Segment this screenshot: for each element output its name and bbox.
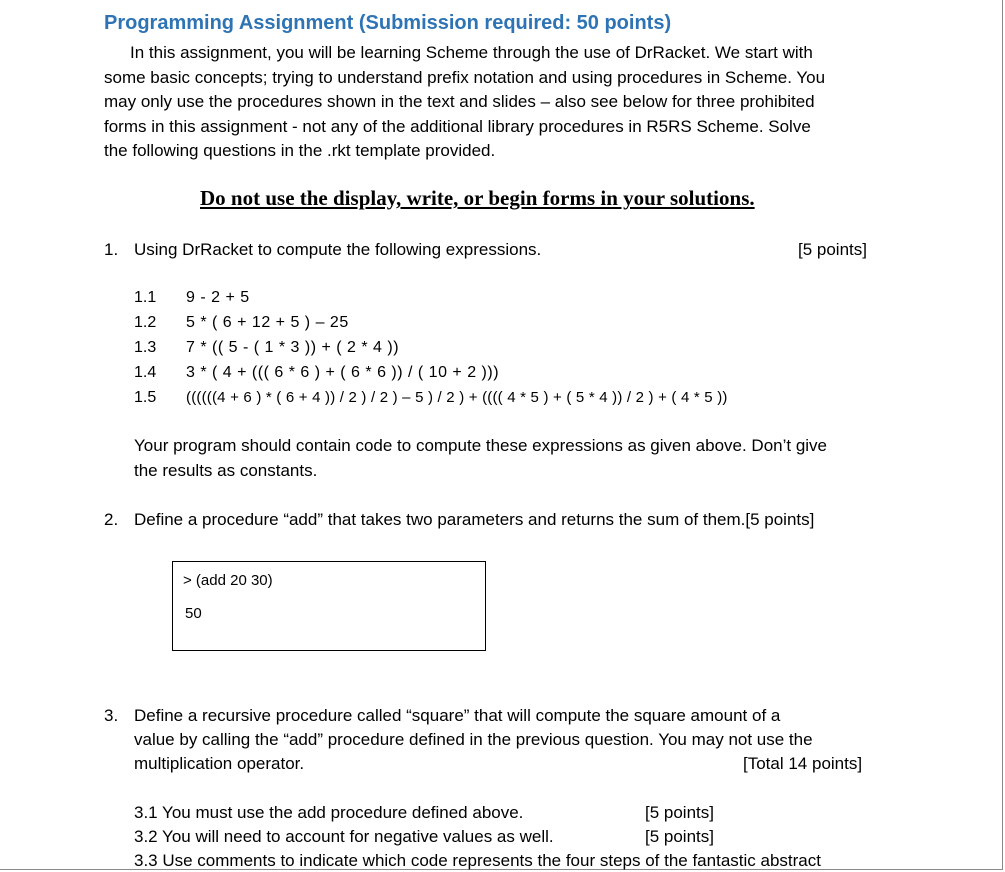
q1-item-number: 1.4 [134,364,157,381]
intro-line: may only use the procedures shown in the text and slides – also see below for three prohibited [104,92,815,111]
intro-paragraph [104,41,894,164]
q1-item-number: 1.3 [134,339,157,356]
q3-points: [Total 14 points] [743,754,863,773]
q1-item-number: 1.2 [134,314,157,331]
intro-line: some basic concepts; trying to understand prefix notation and using procedures in Scheme. You [104,67,826,87]
q3-text-line: multiplication operator. [134,754,305,773]
q2-number: 2. [104,510,119,529]
q1-note-line: the results as constants. [134,461,318,480]
q1-item-expression: 3 * ( 4 + ((( 6 * 6 ) + ( 6 * 6 )) / ( 10 + 2 ))) [186,364,500,381]
q1-item-expression: 5 * ( 6 + 12 + 5 ) – 25 [186,314,349,331]
q2-example-box [172,561,486,651]
q3-text-line: Define a recursive procedure called “square” that will compute the square amount of a [134,706,781,725]
q2-text: Define a procedure “add” that takes two parameters and returns the sum of them.[5 points] [134,510,815,529]
q1-item-expression: 7 * (( 5 - ( 1 * 3 )) + ( 2 * 4 )) [186,339,400,356]
q1-item-number: 1.1 [134,289,157,306]
q3-number: 3. [104,706,119,725]
q2-example-input: > (add 20 30) [183,572,273,589]
page-title: Programming Assignment (Submission required: 50 points) [104,12,672,34]
q3-subitem-text: 3.2 You will need to account for negative values as well. [134,827,554,846]
q3-subitem-text: 3.3 Use comments to indicate which code represents the four steps of the fantastic abstract [134,851,821,870]
q1-number: 1. [104,240,119,259]
q3-subitem-points: [5 points] [645,827,714,846]
q3-subitem-points: [5 points] [645,803,714,822]
q1-item-number: 1.5 [134,389,157,406]
intro-line: In this assignment, you will be learning Scheme through the use of DrRacket. We start with [130,43,813,62]
warning-heading: Do not use the display, write, or begin forms in your solutions. [200,186,755,210]
q1-item-expression: ((((((4 + 6 ) * ( 6 + 4 )) / 2 ) / 2 ) – 5 ) / 2 ) + (((( 4 * 5 ) + ( 5 * 4 )) / 2 ) + ( 4 * 5 )) [186,389,728,406]
intro-line: the following questions in the .rkt template provided. [104,141,496,160]
q3-text-line: value by calling the “add” procedure defined in the previous question. You may not use the [134,730,813,749]
q1-text: Using DrRacket to compute the following expressions. [134,240,542,259]
q1-note-line: Your program should contain code to compute these expressions as given above. Don’t give [134,436,828,455]
q1-item-expression: 9 - 2 + 5 [186,289,250,306]
q3-subitem-text: 3.1 You must use the add procedure defined above. [134,803,524,822]
q1-points: [5 points] [798,240,867,259]
intro-line: forms in this assignment - not any of the additional library procedures in R5RS Scheme. Solve [104,116,811,136]
q2-example-output: 50 [185,605,202,622]
